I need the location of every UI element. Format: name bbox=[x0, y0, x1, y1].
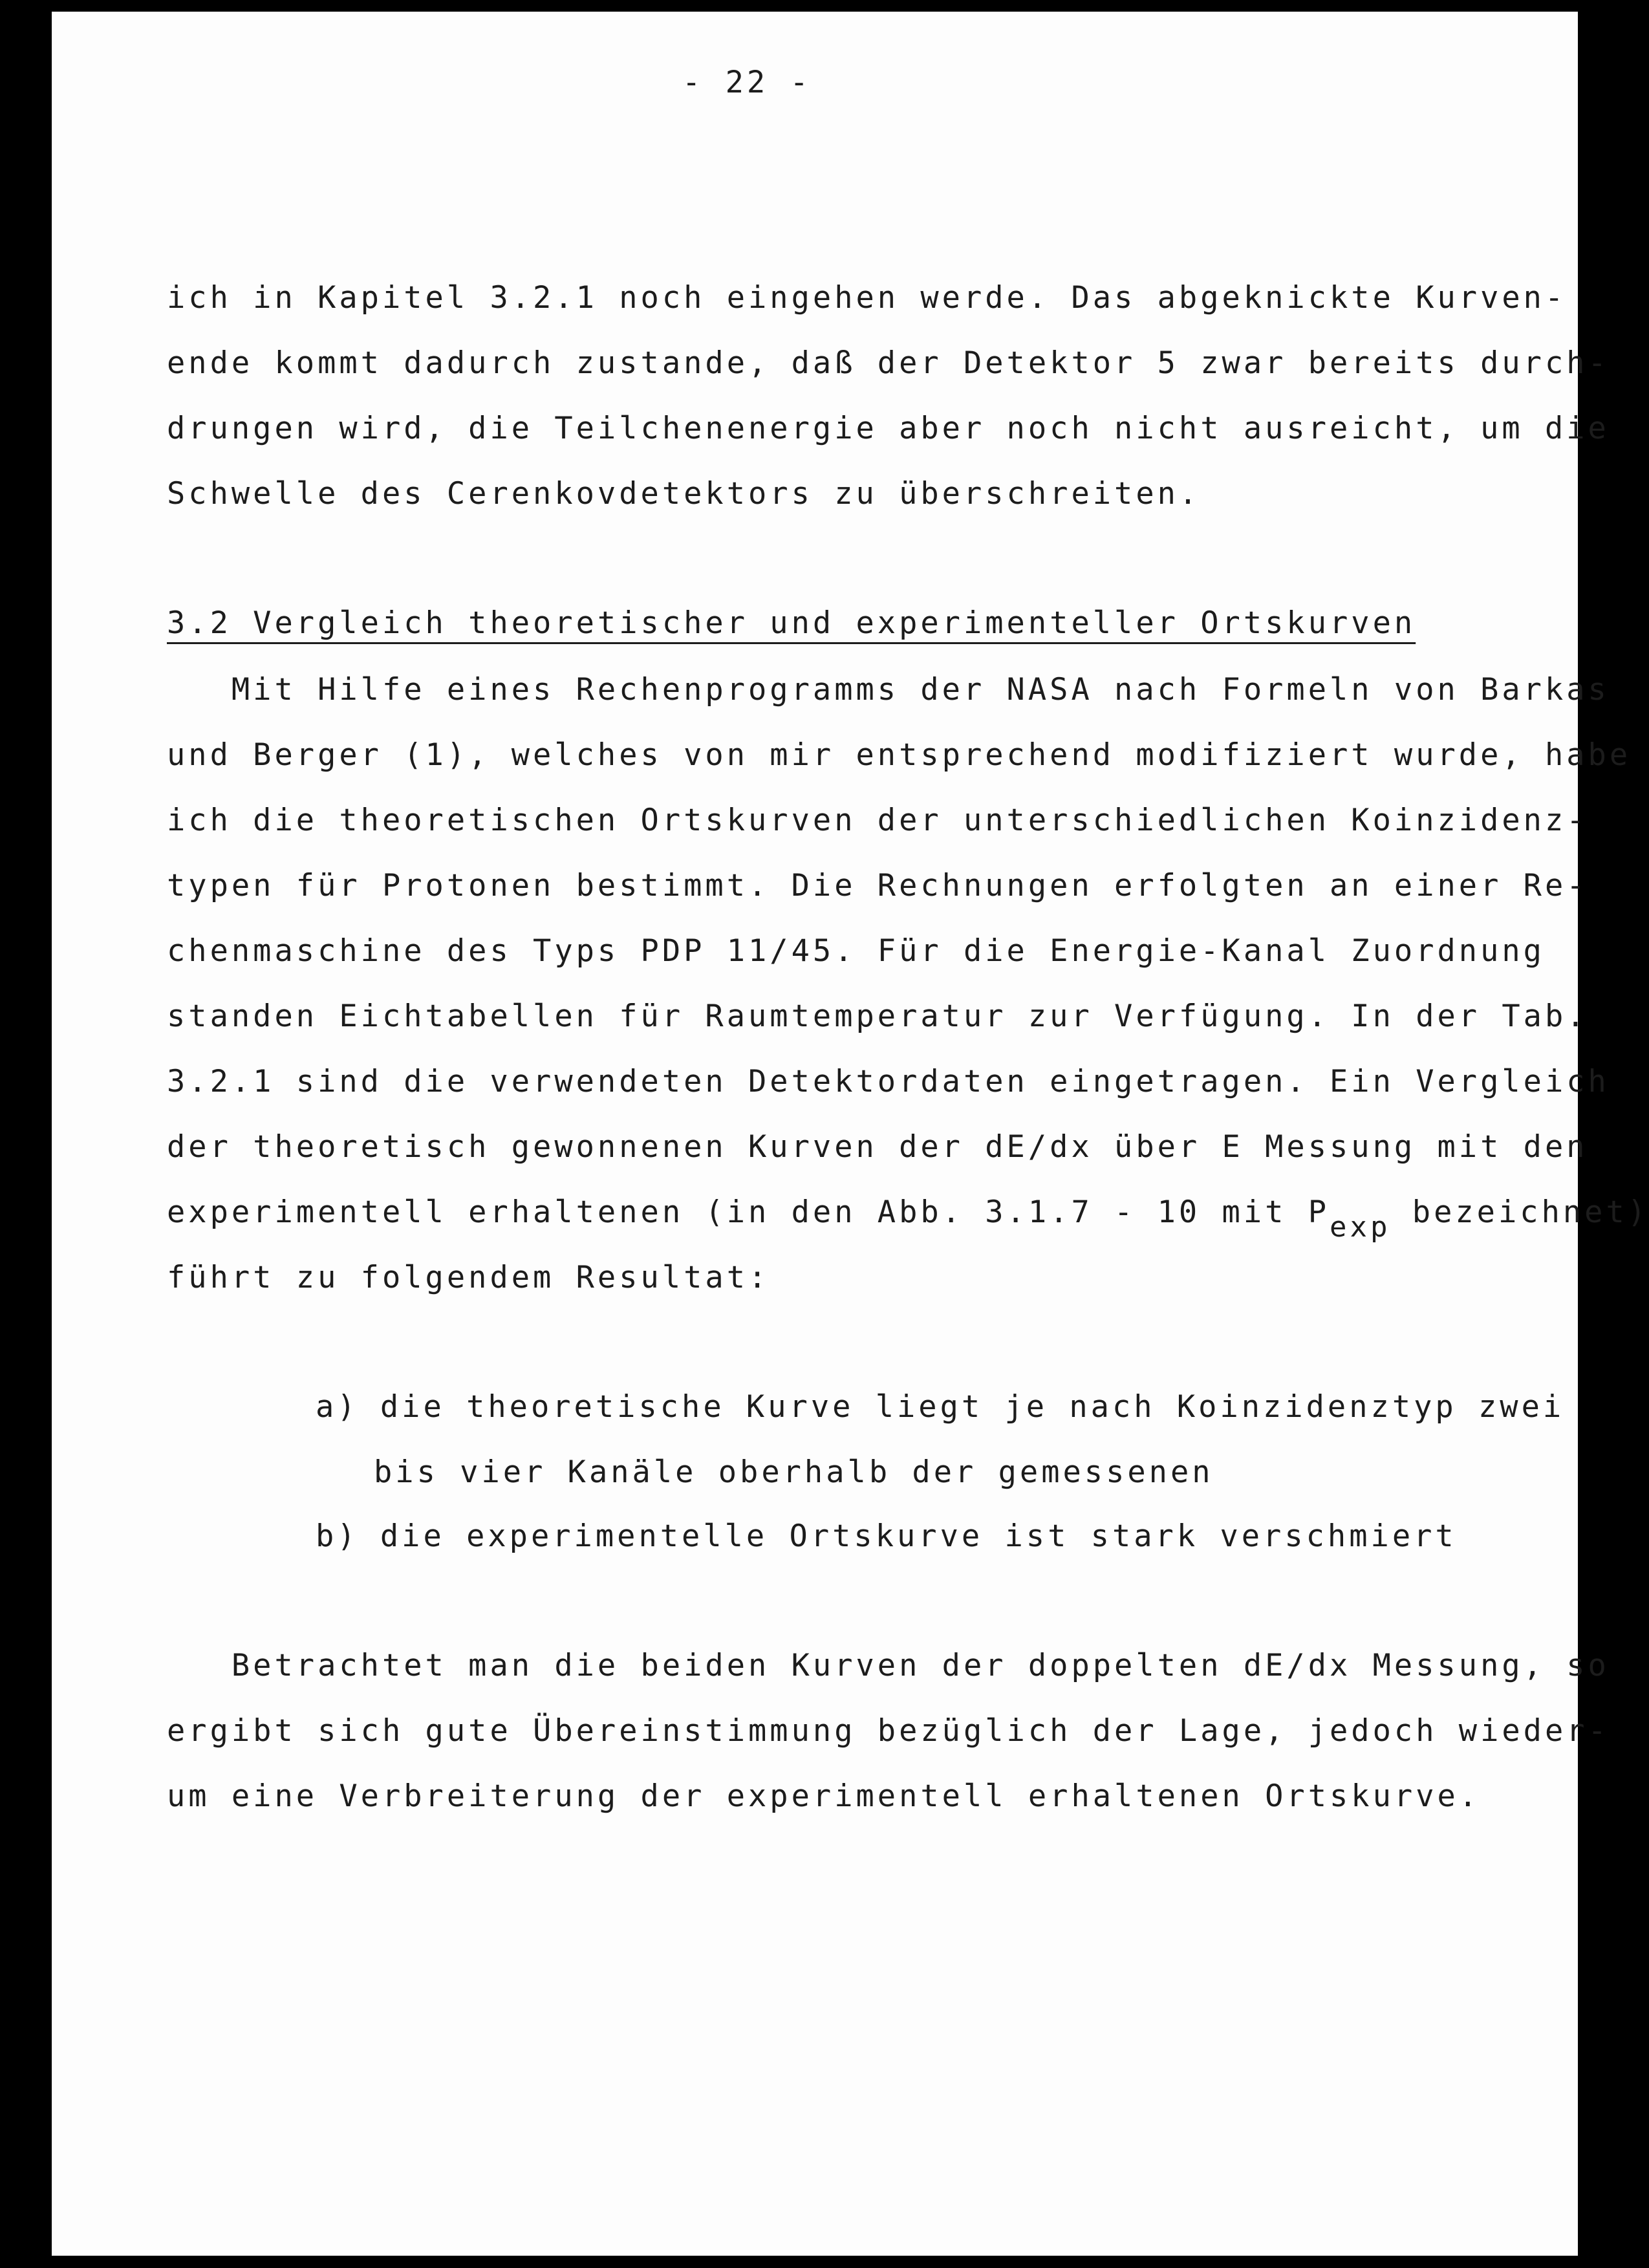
list-item-a: a) die theoretische Kurve liegt je nach Koinzidenztyp zwei bbox=[316, 1389, 1565, 1425]
paragraph-line: um eine Verbreiterung der experimentell erhaltenen Ortskurve. bbox=[167, 1778, 1481, 1814]
paragraph-line: und Berger (1), welches von mir entsprechend modifiziert wurde, habe bbox=[167, 737, 1632, 773]
paragraph-line: chenmaschine des Typs PDP 11/45. Für die Energie-Kanal Zuordnung bbox=[167, 933, 1545, 969]
paragraph-line: führt zu folgendem Resultat: bbox=[167, 1260, 770, 1295]
paragraph-line: Schwelle des Cerenkovdetektors zu überschreiten. bbox=[167, 476, 1201, 512]
section-heading: 3.2 Vergleich theoretischer und experimenteller Ortskurven bbox=[167, 605, 1416, 641]
paragraph-line: der theoretisch gewonnenen Kurven der dE/dx über E Messung mit den bbox=[167, 1129, 1588, 1165]
paragraph-line: standen Eichtabellen für Raumtemperatur zur Verfügung. In der Tab. bbox=[167, 999, 1588, 1034]
document-page bbox=[52, 12, 1649, 2256]
list-item-b: b) die experimentelle Ortskurve ist stark verschmiert bbox=[316, 1518, 1457, 1554]
text-after-subscript: bezeichnet) bbox=[1390, 1194, 1649, 1230]
paragraph-line: drungen wird, die Teilchenenergie aber noch nicht ausreicht, um die bbox=[167, 411, 1610, 446]
paragraph-line: ende kommt dadurch zustande, daß der Detektor 5 zwar bereits durch- bbox=[167, 345, 1610, 381]
paragraph-line: ergibt sich gute Übereinstimmung bezüglich der Lage, jedoch wieder- bbox=[167, 1713, 1610, 1749]
list-item-a-continuation: bis vier Kanäle oberhalb der gemessenen bbox=[374, 1454, 1214, 1490]
paragraph-line: Betrachtet man die beiden Kurven der doppelten dE/dx Messung, so bbox=[167, 1648, 1610, 1683]
subscript-exp: exp bbox=[1330, 1211, 1391, 1244]
paragraph-line: 3.2.1 sind die verwendeten Detektordaten eingetragen. Ein Vergleich bbox=[167, 1064, 1610, 1099]
page-number: - 22 - bbox=[682, 65, 812, 100]
paragraph-line: Mit Hilfe eines Rechenprogramms der NASA nach Formeln von Barkas bbox=[167, 672, 1610, 707]
paragraph-line: typen für Protonen bestimmt. Die Rechnungen erfolgten an einer Re- bbox=[167, 868, 1588, 903]
paragraph-line: ich in Kapitel 3.2.1 noch eingehen werde. Das abgeknickte Kurven- bbox=[167, 280, 1567, 316]
paragraph-line: ich die theoretischen Ortskurven der unterschiedlichen Koinzidenz- bbox=[167, 803, 1588, 838]
text-before-subscript: experimentell erhaltenen (in den Abb. 3.1.7 - 10 mit P bbox=[167, 1194, 1330, 1230]
paragraph-line-with-subscript bbox=[167, 1194, 1649, 1244]
